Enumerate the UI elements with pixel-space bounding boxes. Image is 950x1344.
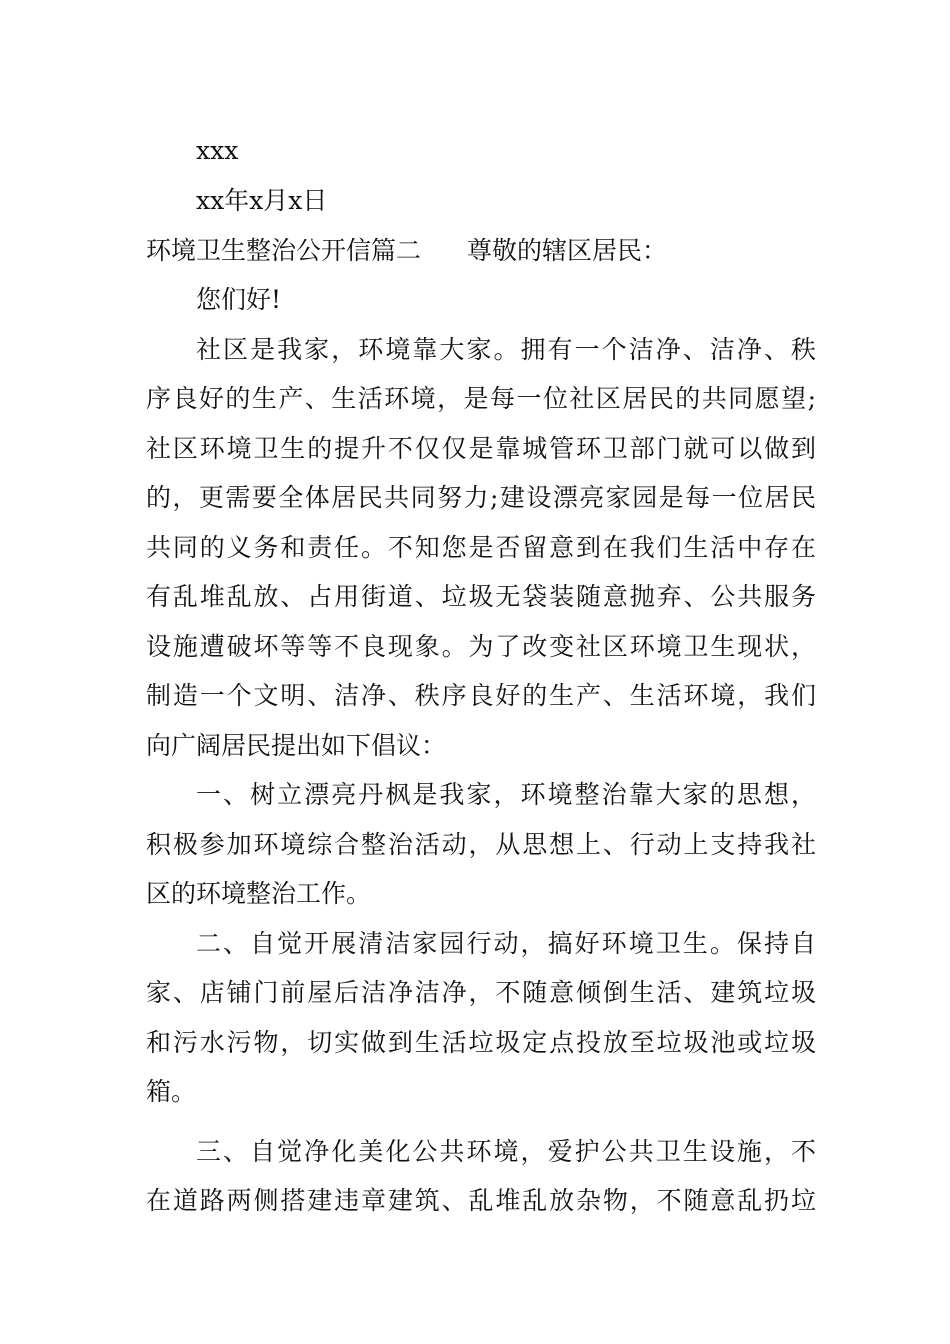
paragraph-line: 和污水污物，切实做到生活垃圾定点投放至垃圾池或垃圾 xyxy=(146,1028,816,1057)
paragraph-line: 向广阔居民提出如下倡议： xyxy=(146,731,447,760)
signature-name: xxx xyxy=(196,136,239,165)
paragraph-line: 区的环境整治工作。 xyxy=(146,879,372,908)
paragraph-line: 家、店铺门前屋后洁净洁净，不随意倾倒生活、建筑垃圾 xyxy=(146,978,816,1007)
letter-title: 环境卫生整治公开信篇二 xyxy=(146,236,422,265)
paragraph-line: 箱。 xyxy=(146,1077,197,1106)
paragraph-line: 制造一个文明、洁净、秩序良好的生产、生活环境，我们 xyxy=(146,681,816,710)
letter-salutation: 尊敬的辖区居民： xyxy=(467,236,668,265)
paragraph-line: 有乱堆乱放、占用街道、垃圾无袋装随意抛弃、公共服务 xyxy=(146,582,816,611)
signature-date: xx年x月x日 xyxy=(196,186,328,215)
paragraph-line: 积极参加环境综合整治活动，从思想上、行动上支持我社 xyxy=(146,830,816,859)
letter-greeting: 您们好! xyxy=(196,285,282,314)
paragraph-line: 一、树立漂亮丹枫是我家，环境整治靠大家的思想， xyxy=(196,780,816,809)
paragraph-line: 在道路两侧搭建违章建筑、乱堆乱放杂物，不随意乱扔垃 xyxy=(146,1186,816,1215)
paragraph-line: 三、自觉净化美化公共环境，爱护公共卫生设施，不 xyxy=(196,1137,816,1166)
paragraph-line: 序良好的生产、生活环境，是每一位社区居民的共同愿望; xyxy=(146,384,816,413)
paragraph-line: 的，更需要全体居民共同努力;建设漂亮家园是每一位居民 xyxy=(146,483,816,512)
letter-heading xyxy=(146,226,816,276)
paragraph-line: 社区是我家，环境靠大家。拥有一个洁净、洁净、秩 xyxy=(196,335,816,364)
paragraph-line: 设施遭破坏等等不良现象。为了改变社区环境卫生现状， xyxy=(146,632,816,661)
paragraph-line: 社区环境卫生的提升不仅仅是靠城管环卫部门就可以做到 xyxy=(146,434,816,463)
paragraph-line: 共同的义务和责任。不知您是否留意到在我们生活中存在 xyxy=(146,533,816,562)
paragraph-line: 二、自觉开展清洁家园行动，搞好环境卫生。保持自 xyxy=(196,929,816,958)
